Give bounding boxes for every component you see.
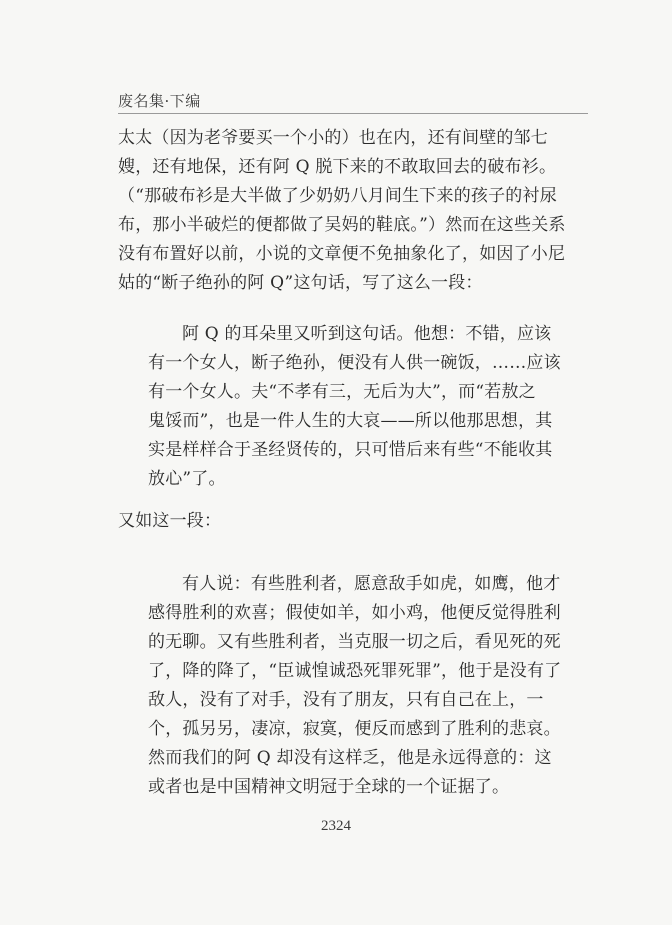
quote-line: 放心”了。: [148, 469, 226, 489]
block-quote-2: [148, 570, 598, 802]
quote-line: 有人说：有些胜利者，愿意敌手如虎，如鹰，他才: [182, 574, 561, 594]
text-line: 没有布置好以前，小说的文章便不免抽象化了，如因了小尼: [118, 244, 566, 264]
text-line: 嫂，还有地保，还有阿 Q 脱下来的不敢取回去的破布衫。: [118, 157, 557, 177]
quote-line: 有一个女人。夫“不孝有三，无后为大”，而“若敖之: [148, 382, 536, 402]
paragraph-intro: [118, 507, 598, 536]
running-header: [118, 82, 588, 114]
quote-line: 的无聊。又有些胜利者，当克服一切之后，看见死的死: [148, 632, 561, 652]
quote-line: 了，降的降了，“臣诚惶诚恐死罪死罪”，他于是没有了: [148, 661, 562, 681]
text-line: 太太（因为老爷要买一个小的）也在内，还有间壁的邹七: [118, 128, 548, 148]
page-number: 2324: [321, 818, 351, 834]
text-line: 姑的“断子绝孙的阿 Q”这句话，写了这么一段：: [118, 273, 483, 293]
quote-line: 个，孤另另，凄凉，寂寞，便反而感到了胜利的悲哀。: [148, 719, 561, 739]
paragraph-1: [118, 124, 598, 298]
quote-line: 感得胜利的欢喜；假使如羊，如小鸡，他便反觉得胜利: [148, 603, 561, 623]
text-line: 又如这一段：: [118, 511, 222, 531]
quote-line: 或者也是中国精神文明冠于全球的一个证据了。: [148, 777, 510, 797]
text-line: （“那破布衫是大半做了少奶奶八月间生下来的孩子的衬尿: [118, 186, 557, 206]
quote-line: 阿 Q 的耳朵里又听到这句话。他想：不错，应该: [182, 324, 552, 344]
quote-line: 敌人，没有了对手，没有了朋友，只有自己在上，一: [148, 690, 544, 710]
block-quote-1: [148, 320, 598, 494]
text-line: 布，那小半破烂的便都做了吴妈的鞋底。”）然而在这些关系: [118, 215, 566, 235]
quote-line: 实是样样合于圣经贤传的，只可惜后来有些“不能收其: [148, 440, 553, 460]
quote-line: 然而我们的阿 Q 却没有这样乏，他是永远得意的：这: [148, 748, 552, 768]
quote-line: 有一个女人，断子绝孙，便没有人供一碗饭，……应该: [148, 353, 561, 373]
running-header-title: 废名集·下编: [118, 92, 201, 110]
quote-line: 鬼馁而”，也是一件人生的大哀——所以他那思想，其: [148, 411, 553, 431]
